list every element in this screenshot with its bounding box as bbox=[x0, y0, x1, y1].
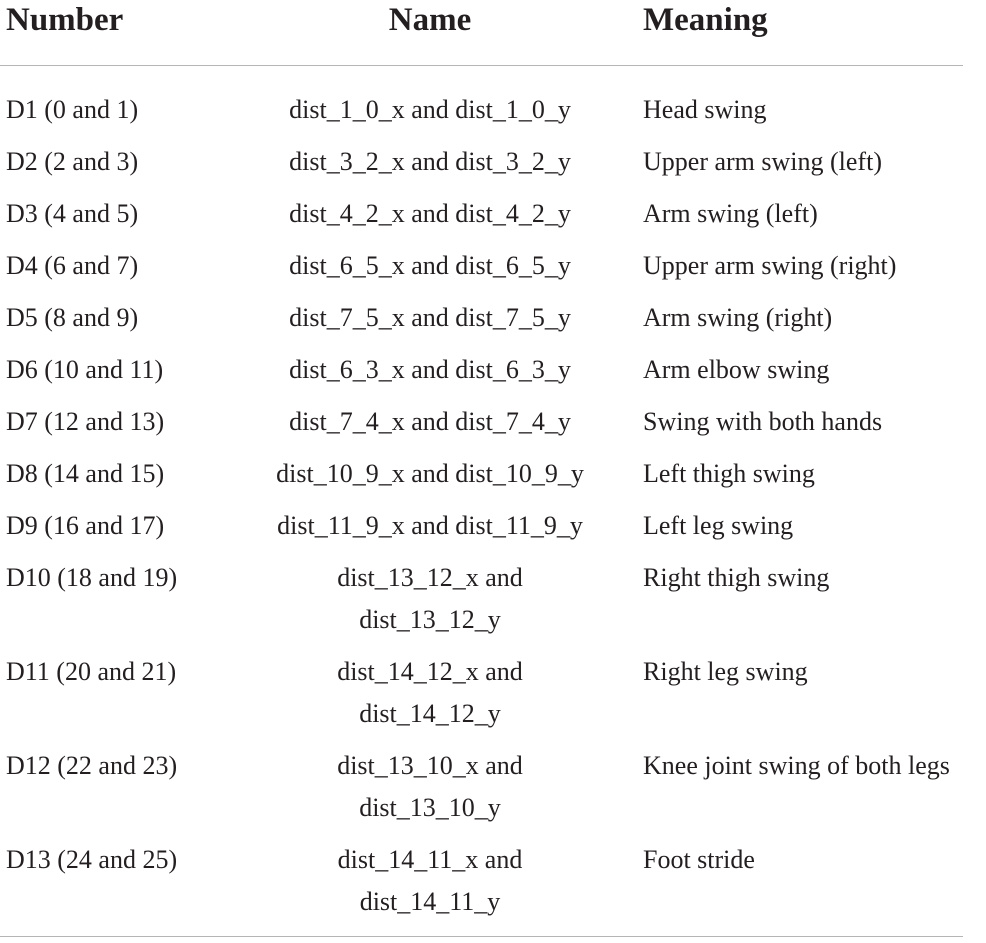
table-row bbox=[0, 297, 963, 349]
cell-number: D7 (12 and 13) bbox=[6, 407, 165, 436]
cell-meaning: Foot stride bbox=[643, 845, 755, 874]
cell-name: dist_1_0_x and dist_1_0_y bbox=[289, 95, 571, 124]
cell-number: D3 (4 and 5) bbox=[6, 199, 139, 228]
cell-name-wrapper bbox=[228, 349, 632, 401]
cell-number: D12 (22 and 23) bbox=[6, 751, 178, 780]
cell-number: D13 (24 and 25) bbox=[6, 845, 178, 874]
cell-meaning: Left leg swing bbox=[643, 511, 794, 540]
cell-number: D4 (6 and 7) bbox=[6, 251, 139, 280]
table-row bbox=[0, 651, 963, 745]
table-bottom-rule bbox=[0, 936, 963, 937]
table-row bbox=[0, 745, 963, 839]
cell-name: dist_4_2_x and dist_4_2_y bbox=[289, 199, 571, 228]
cell-name: dist_14_12_x and dist_14_12_y bbox=[337, 657, 523, 728]
cell-meaning: Head swing bbox=[643, 95, 767, 124]
table-row bbox=[0, 66, 963, 142]
cell-meaning: Left thigh swing bbox=[643, 459, 815, 488]
table-row bbox=[0, 193, 963, 245]
cell-name: dist_7_5_x and dist_7_5_y bbox=[289, 303, 571, 332]
table-row bbox=[0, 349, 963, 401]
cell-name-wrapper bbox=[228, 505, 632, 557]
cell-meaning: Arm swing (left) bbox=[643, 199, 818, 228]
cell-number: D5 (8 and 9) bbox=[6, 303, 139, 332]
cell-name: dist_13_10_x and dist_13_10_y bbox=[337, 751, 523, 822]
cell-meaning: Swing with both hands bbox=[643, 407, 883, 436]
table-row bbox=[0, 839, 963, 933]
cell-name-wrapper bbox=[228, 245, 632, 297]
cell-name-wrapper bbox=[228, 839, 632, 933]
cell-name-wrapper bbox=[228, 141, 632, 193]
table-row bbox=[0, 245, 963, 297]
cell-number: D10 (18 and 19) bbox=[6, 563, 178, 592]
cell-name-wrapper bbox=[228, 193, 632, 245]
cell-number: D1 (0 and 1) bbox=[6, 95, 139, 124]
cell-meaning: Right thigh swing bbox=[643, 563, 830, 592]
cell-number: D8 (14 and 15) bbox=[6, 459, 165, 488]
cell-name: dist_13_12_x and dist_13_12_y bbox=[337, 563, 523, 634]
cell-name: dist_14_11_x and dist_14_11_y bbox=[337, 845, 523, 916]
cell-name-wrapper bbox=[228, 453, 632, 505]
cell-name: dist_11_9_x and dist_11_9_y bbox=[277, 511, 583, 540]
cell-number: D6 (10 and 11) bbox=[6, 355, 164, 384]
table-row bbox=[0, 557, 963, 651]
cell-meaning: Right leg swing bbox=[643, 657, 808, 686]
cell-meaning: Upper arm swing (left) bbox=[643, 147, 882, 176]
table-header bbox=[0, 0, 963, 66]
cell-meaning: Upper arm swing (right) bbox=[643, 251, 897, 280]
column-header-meaning: Meaning bbox=[643, 2, 768, 38]
table-row bbox=[0, 453, 963, 505]
cell-meaning: Arm swing (right) bbox=[643, 303, 833, 332]
cell-number: D9 (16 and 17) bbox=[6, 511, 165, 540]
table-row bbox=[0, 401, 963, 453]
column-header-name: Name bbox=[388, 2, 472, 38]
table-row bbox=[0, 141, 963, 193]
cell-meaning: Arm elbow swing bbox=[643, 355, 830, 384]
cell-name: dist_6_3_x and dist_6_3_y bbox=[289, 355, 571, 384]
table-row bbox=[0, 505, 963, 557]
cell-name: dist_6_5_x and dist_6_5_y bbox=[289, 251, 571, 280]
cell-name-wrapper bbox=[228, 401, 632, 453]
table-body bbox=[0, 66, 963, 934]
cell-name: dist_7_4_x and dist_7_4_y bbox=[289, 407, 571, 436]
cell-name-wrapper bbox=[228, 557, 632, 651]
cell-name-wrapper bbox=[228, 297, 632, 349]
cell-name: dist_3_2_x and dist_3_2_y bbox=[289, 147, 571, 176]
cell-name-wrapper bbox=[228, 66, 632, 142]
cell-meaning: Knee joint swing of both legs bbox=[643, 751, 950, 780]
cell-name-wrapper bbox=[228, 651, 632, 745]
column-header-number: Number bbox=[6, 2, 124, 38]
cell-number: D2 (2 and 3) bbox=[6, 147, 139, 176]
header-row bbox=[0, 0, 963, 66]
cell-name-wrapper bbox=[228, 745, 632, 839]
cell-name: dist_10_9_x and dist_10_9_y bbox=[276, 459, 584, 488]
cell-number: D11 (20 and 21) bbox=[6, 657, 177, 686]
